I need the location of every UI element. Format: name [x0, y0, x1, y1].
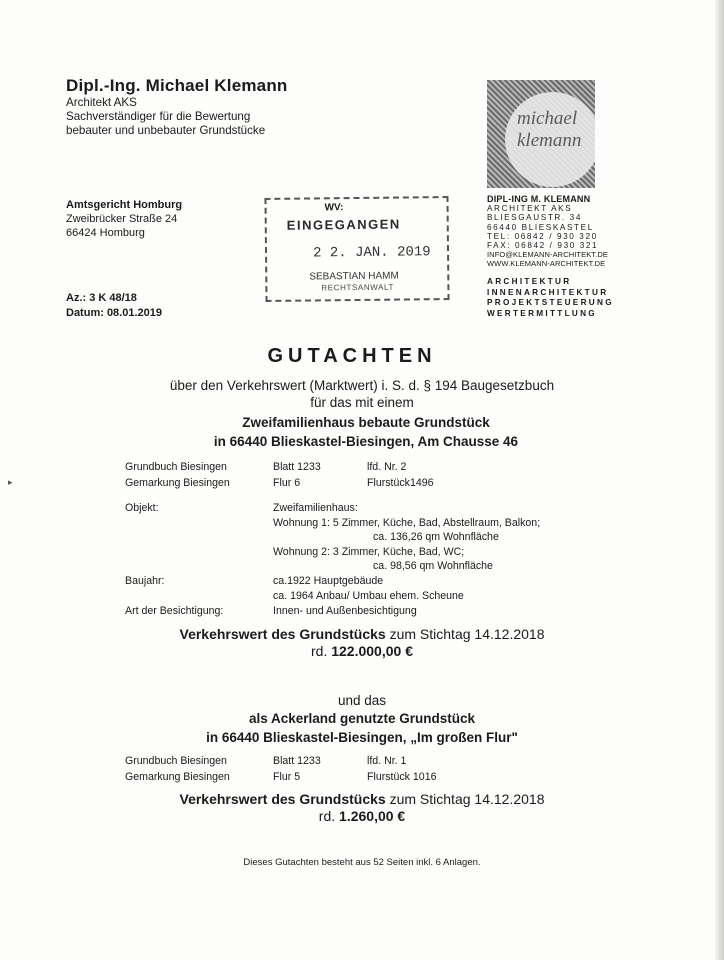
market-value-2	[0, 791, 724, 807]
page-count-note: Dieses Gutachten besteht aus 52 Seiten inkl. 6 Anlagen.	[243, 857, 481, 868]
service-item: ARCHITEKTUR	[487, 277, 572, 286]
market-value-date: zum Stichtag 14.12.2018	[389, 626, 545, 642]
firm-line: ARCHITEKT AKS	[487, 204, 573, 214]
parcel2-blatt: Blatt 1233	[273, 755, 321, 767]
baujahr-label: Baujahr:	[125, 575, 165, 587]
objekt-line: Wohnung 2: 3 Zimmer, Küche, Bad, WC;	[273, 546, 465, 558]
parcel2-grundbuch: Grundbuch Biesingen	[125, 755, 227, 767]
author-qualification-2: bebauter und unbebauter Grundstücke	[66, 124, 266, 137]
market-value-1-amount	[0, 643, 724, 659]
stamp-date: 2 2. JAN. 2019	[312, 244, 431, 262]
stamp-name: SEBASTIAN HAMM	[309, 270, 399, 283]
author-title: Architekt AKS	[66, 96, 137, 109]
second-property-type: als Ackerland genutzte Grundstück	[248, 711, 476, 726]
recipient-street: Zweibrücker Straße 24	[66, 213, 178, 225]
logo-text	[517, 108, 581, 152]
document-title: GUTACHTEN	[267, 345, 437, 367]
property-address: in 66440 Blieskastel-Biesingen, Am Chausse 46	[213, 434, 519, 449]
firm-services	[487, 277, 614, 319]
baujahr-line: ca.1922 Hauptgebäude	[273, 575, 384, 587]
stamp-title: EINGEGANGEN	[286, 216, 401, 233]
stamp-wv: WV:	[324, 202, 344, 214]
objekt-line: Zweifamilienhaus:	[273, 502, 358, 514]
parcel1-flur: Flur 6	[273, 477, 301, 489]
scan-mark: ▸	[8, 477, 13, 487]
intro-line-2: für das mit einem	[310, 395, 414, 410]
firm-street: BLIESGAUSTR. 34	[487, 213, 582, 223]
received-stamp	[264, 196, 449, 302]
reference-block	[66, 291, 162, 321]
parcel1-blatt: Blatt 1233	[273, 461, 321, 473]
firm-web: WWW.KLEMANN-ARCHITEKT.DE	[487, 259, 606, 269]
market-value-1	[0, 626, 724, 642]
amount: 1.260,00 €	[339, 808, 406, 824]
service-item: INNENARCHITEKTUR	[487, 287, 609, 297]
author-qualification: Sachverständiger für die Bewertung	[66, 110, 251, 123]
parcel1-lfd: lfd. Nr. 2	[367, 461, 407, 473]
author-name: Dipl.-Ing. Michael Klemann	[66, 76, 288, 95]
intro-line-1: über den Verkehrswert (Marktwert) i. S. d. § 194 Baugesetzbuch	[169, 378, 555, 393]
second-property-address: in 66440 Blieskastel-Biesingen, „Im großen Flur"	[206, 730, 518, 745]
parcel2-gemarkung: Gemarkung Biesingen	[125, 771, 230, 783]
objekt-line: ca. 98,56 qm Wohnfläche	[373, 560, 493, 572]
market-value-date: zum Stichtag 14.12.2018	[389, 791, 545, 807]
recipient-address	[66, 198, 182, 240]
logo-text-line2: klemann	[517, 130, 582, 151]
case-number: Az.: 3 K 48/18	[66, 292, 137, 304]
market-value-2-amount	[0, 808, 724, 824]
firm-city: 66440 BLIESKASTEL	[487, 222, 594, 232]
parcel1-flurstueck: Flurstück1496	[367, 477, 434, 489]
objekt-label: Objekt:	[125, 502, 159, 514]
firm-name: DIPL-ING M. KLEMANN	[487, 194, 591, 204]
second-intro: und das	[337, 693, 387, 708]
recipient-name: Amtsgericht Homburg	[66, 199, 183, 211]
firm-logo	[487, 80, 595, 188]
firm-fax: FAX: 06842 / 930 321	[487, 241, 599, 251]
stamp-role: RECHTSANWALT	[321, 282, 394, 293]
amount: 122.000,00 €	[331, 643, 413, 659]
document-date: Datum: 08.01.2019	[66, 307, 162, 319]
besichtigung-value: Innen- und Außenbesichtigung	[273, 605, 417, 617]
parcel2-lfd: lfd. Nr. 1	[367, 755, 407, 767]
parcel2-flur: Flur 5	[273, 771, 301, 783]
market-value-label: Verkehrswert des Grundstücks	[179, 791, 386, 807]
firm-contact	[487, 195, 608, 269]
logo-text-line1: michael	[517, 108, 578, 129]
firm-email: INFO@KLEMANN-ARCHITEKT.DE	[487, 250, 608, 260]
objekt-line: Wohnung 1: 5 Zimmer, Küche, Bad, Abstellraum, Balkon;	[273, 517, 541, 529]
firm-phone: TEL: 06842 / 930 320	[487, 231, 598, 241]
parcel1-gemarkung: Gemarkung Biesingen	[125, 477, 230, 489]
rd-label: rd.	[311, 643, 328, 659]
market-value-label: Verkehrswert des Grundstücks	[179, 626, 386, 642]
parcel2-flurstueck: Flurstück 1016	[367, 771, 437, 783]
rd-label: rd.	[318, 808, 336, 824]
objekt-line: ca. 136,26 qm Wohnfläche	[373, 531, 499, 543]
besichtigung-label: Art der Besichtigung:	[125, 605, 224, 617]
property-type: Zweifamilienhaus bebaute Grundstück	[242, 415, 490, 430]
parcel1-grundbuch: Grundbuch Biesingen	[125, 461, 227, 473]
baujahr-line: ca. 1964 Anbau/ Umbau ehem. Scheune	[273, 590, 464, 602]
service-item: PROJEKTSTEUERUNG	[487, 298, 614, 308]
service-item: WERTERMITTLUNG	[487, 308, 597, 318]
recipient-city: 66424 Homburg	[66, 227, 145, 239]
